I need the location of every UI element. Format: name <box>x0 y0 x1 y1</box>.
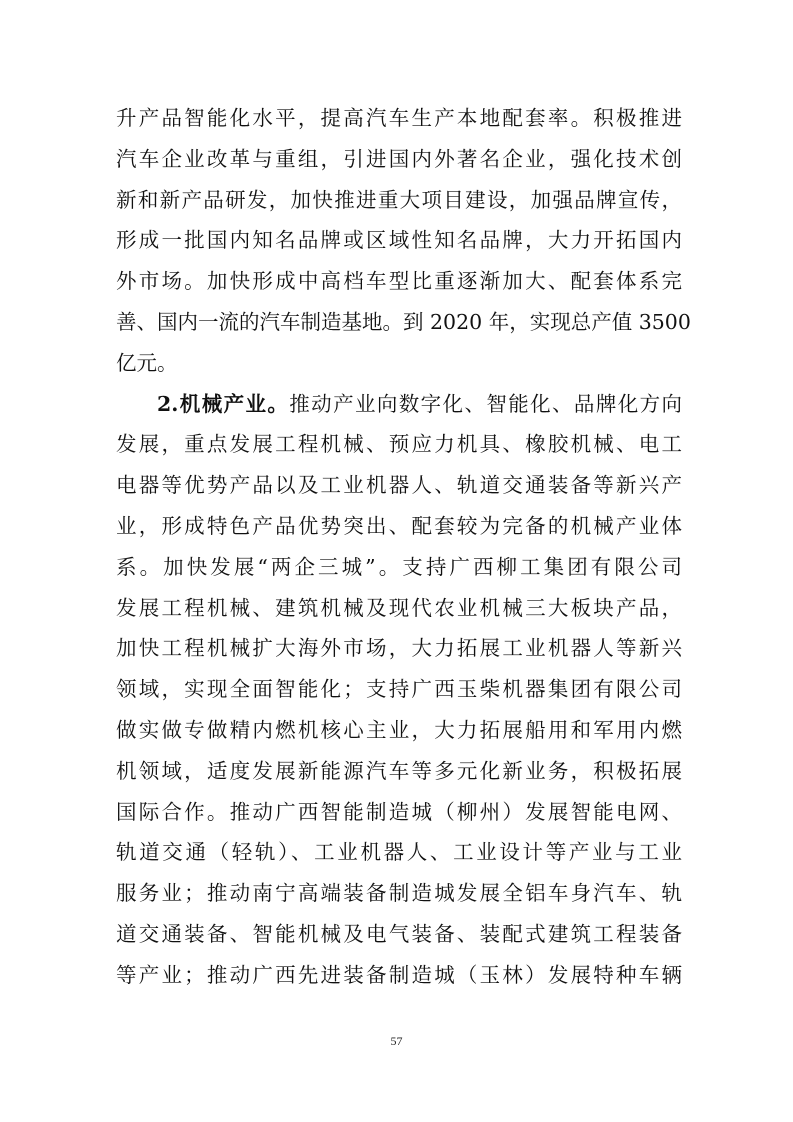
page-number: 57 <box>390 1034 403 1048</box>
text-line: 亿元。 <box>116 350 178 375</box>
body-text <box>116 98 691 996</box>
text-line: 电器等优势产品以及工业机器人、轨道交通装备等新兴产 <box>116 473 682 498</box>
text-line: 服务业；推动南宁高端装备制造城发展全铝车身汽车、轨 <box>116 881 682 906</box>
text-line: 善、国内一流的汽车制造基地。到 2020 年，实现总产值 3500 <box>116 309 691 334</box>
text-line: 发展工程机械、建筑机械及现代农业机械三大板块产品， <box>116 595 682 620</box>
text-line: 轨道交通（轻轨）、工业机器人、工业设计等产业与工业 <box>116 840 682 865</box>
text-line: 国际合作。推动广西智能制造城（柳州）发展智能电网、 <box>116 799 682 824</box>
section-heading: 2.机械产业。 <box>157 391 290 416</box>
text-line: 升产品智能化水平，提高汽车生产本地配套率。积极推进 <box>116 106 682 130</box>
text-line: 业，形成特色产品优势突出、配套较为完备的机械产业体 <box>116 513 682 538</box>
text-line: 系。加快发展“两企三城”。支持广西柳工集团有限公司 <box>116 554 682 579</box>
text-line: 加快工程机械扩大海外市场，大力拓展工业机器人等新兴 <box>116 636 682 661</box>
section-heading-rest: 推动产业向数字化、智能化、品牌化方向 <box>289 391 683 416</box>
text-line: 等产业；推动广西先进装备制造城（玉林）发展特种车辆 <box>116 962 682 987</box>
section-heading-line <box>116 384 682 425</box>
text-line: 外市场。加快形成中高档车型比重逐渐加大、配套体系完 <box>116 269 682 294</box>
text-line: 形成一批国内知名品牌或区域性知名品牌，大力开拓国内 <box>116 228 682 253</box>
text-line: 新和新产品研发，加快推进重大项目建设，加强品牌宣传， <box>116 187 682 212</box>
text-line: 机领域，适度发展新能源汽车等多元化新业务，积极拓展 <box>116 758 682 783</box>
text-line: 做实做专做精内燃机核心主业，大力拓展船用和军用内燃 <box>116 717 682 742</box>
text-line: 发展，重点发展工程机械、预应力机具、橡胶机械、电工 <box>116 432 682 457</box>
text-line: 领域，实现全面智能化；支持广西玉柴机器集团有限公司 <box>116 677 682 702</box>
text-line: 汽车企业改革与重组，引进国内外著名企业，强化技术创 <box>116 146 682 171</box>
text-line: 道交通装备、智能机械及电气装备、装配式建筑工程装备 <box>116 921 682 946</box>
